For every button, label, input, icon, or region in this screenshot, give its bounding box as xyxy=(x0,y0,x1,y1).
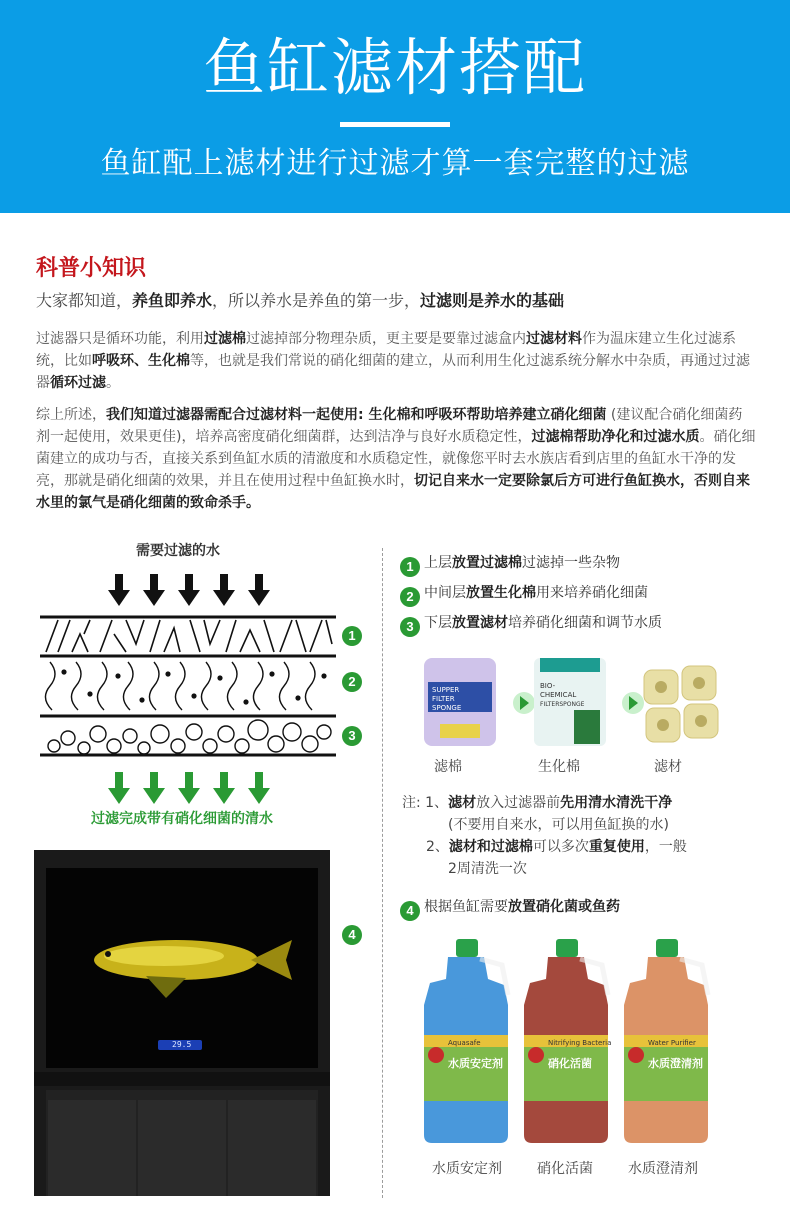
filter-media-layer xyxy=(48,720,331,754)
paragraph-text: 过滤器只是循环功能，利用 xyxy=(36,331,204,347)
clean-water-label: 过滤完成带有硝化细菌的清水 xyxy=(91,811,273,827)
step-number-badge: 2 xyxy=(400,587,420,607)
package-text: SUPPER xyxy=(432,686,460,694)
down-arrow-icon xyxy=(143,772,165,804)
lead-bold: 养鱼即养水 xyxy=(132,291,213,310)
paragraph-text: 综上所述， xyxy=(36,407,106,423)
cabinet-door xyxy=(48,1100,136,1196)
medicine-bottles xyxy=(418,935,718,1150)
down-arrow-icon xyxy=(178,574,200,606)
paragraph-filter-function xyxy=(36,328,756,394)
bottle-chinese-text: 硝化活菌 xyxy=(548,1057,592,1070)
medicine-bottle-image xyxy=(518,935,614,1147)
temperature-display xyxy=(158,1040,202,1050)
note-prefix: 注: xyxy=(402,795,421,811)
note-bold: 重复使用 xyxy=(588,839,645,855)
step-text: 下层 xyxy=(424,615,452,631)
step-1 xyxy=(400,552,620,577)
bio-sponge-layer xyxy=(45,662,315,710)
lead-bold: 过滤则是养水的基础 xyxy=(420,291,565,310)
note-text: 可以多次 xyxy=(532,839,589,855)
lead-text xyxy=(36,290,756,312)
paragraph-bold: 过滤棉帮助净化和过滤水质 xyxy=(531,429,700,445)
step-text: 根据鱼缸需要 xyxy=(424,899,508,915)
note-bold: 先用清水清洗干净 xyxy=(560,795,673,811)
bottle-label: 水质安定剂 xyxy=(432,1161,502,1177)
product-label: 生化棉 xyxy=(538,759,580,775)
filter-cotton-layer xyxy=(46,620,332,652)
bottle-chinese-text: 水质澄清剂 xyxy=(648,1057,703,1070)
paragraph-summary xyxy=(36,404,756,514)
package-text: FILTER xyxy=(432,695,455,703)
arowana-fish-image xyxy=(46,868,318,1068)
product-label: 滤材 xyxy=(654,759,682,775)
cabinet-door xyxy=(228,1100,316,1196)
cabinet-base xyxy=(46,1090,318,1196)
step-text: 培养硝化细菌和调节水质 xyxy=(508,615,662,631)
column-divider xyxy=(382,548,383,1198)
step-3 xyxy=(400,612,662,637)
aquarium-photo xyxy=(34,850,330,1196)
note-2-sub: 2周清洗一次 xyxy=(448,861,527,877)
bottle-english-text: Water Purifier xyxy=(648,1039,696,1047)
note-text: ，一般 xyxy=(644,839,687,855)
package-text: FILTERSPONGE xyxy=(540,701,585,708)
down-arrow-icon xyxy=(178,772,200,804)
step-text: 用来培养硝化细菌 xyxy=(536,585,648,601)
page-title: 鱼缸滤材搭配 xyxy=(202,31,587,104)
down-arrow-icon xyxy=(108,574,130,606)
note-1-sub: (不要用自来水，可以用鱼缸换的水) xyxy=(448,817,669,833)
step-bold: 放置过滤棉 xyxy=(452,555,522,571)
package-text: BIO- xyxy=(540,682,556,690)
layer-number-badge: 4 xyxy=(342,925,362,945)
paragraph-bold: 过滤材料 xyxy=(526,331,582,347)
paragraph-text: 。 xyxy=(106,375,120,391)
down-arrow-icon xyxy=(143,574,165,606)
step-2 xyxy=(400,582,648,607)
medicine-bottle-image xyxy=(618,935,714,1147)
title-underline xyxy=(340,122,450,127)
note-2 xyxy=(426,836,687,858)
output-arrows xyxy=(108,772,270,804)
step-number-badge: 3 xyxy=(400,617,420,637)
input-arrows xyxy=(108,574,270,606)
cabinet-top-strip xyxy=(34,1072,330,1086)
header-banner xyxy=(0,0,790,213)
bio-sponge-package-image xyxy=(530,652,614,752)
bottle-chinese-text: 水质安定剂 xyxy=(448,1057,503,1070)
bottle-label: 硝化活菌 xyxy=(537,1161,593,1177)
paragraph-text: 过滤掉部分物理杂质，更主要是要靠过滤盒内 xyxy=(246,331,526,347)
section-title: 科普小知识 xyxy=(36,256,147,281)
dirty-water-label: 需要过滤的水 xyxy=(136,543,220,559)
step-number-badge: 4 xyxy=(400,901,420,921)
down-arrow-icon xyxy=(213,574,235,606)
step-4 xyxy=(400,896,620,921)
product-label: 滤棉 xyxy=(434,759,462,775)
down-arrow-icon xyxy=(108,772,130,804)
package-text: SPONGE xyxy=(432,704,462,712)
page-subtitle: 鱼缸配上滤材进行过滤才算一套完整的过滤 xyxy=(100,146,690,181)
bottle-label: 水质澄清剂 xyxy=(628,1161,698,1177)
note-number: 2、 xyxy=(426,839,449,855)
step-number-badge: 1 xyxy=(400,557,420,577)
paragraph-bold: 切记自来水一定要除氯后方可进行鱼缸换水，否则自来水里的氯气是硝化细菌的致命杀手。 xyxy=(36,473,750,511)
layer-number-badge: 2 xyxy=(342,672,362,692)
lead-part: ，所以养水是养鱼的第一步， xyxy=(212,291,421,310)
paragraph-text: 。硝化细菌建立的成功与否，直接关系到鱼缸水质的清澈度和水质稳定性，就像您平时去水族店看到店里的鱼缸水干净的发亮，那就是硝化细菌的效果，并且在使用过程中鱼缸换水时， xyxy=(36,429,756,489)
filter-layers-illustration xyxy=(40,614,336,758)
cabinet-door xyxy=(138,1100,226,1196)
paragraph-bold: 我们知道过滤器需配合过滤材料一起使用: 生化棉和呼吸环帮助培养建立硝化细菌 xyxy=(106,407,607,423)
aquarium-tank xyxy=(46,868,318,1068)
note-number: 1、 xyxy=(425,795,449,811)
note-bold: 滤材和过滤棉 xyxy=(448,839,533,855)
medicine-bottle-image xyxy=(418,935,514,1147)
ceramic-rings-image xyxy=(642,664,722,748)
paragraph-bold: 呼吸环、生化棉 xyxy=(92,353,190,369)
paragraph-text: 作为温床建立生化过滤系统，比如 xyxy=(36,331,736,369)
paragraph-bold: 循环过滤 xyxy=(50,375,106,391)
step-bold: 放置生化棉 xyxy=(466,585,536,601)
package-text: CHEMICAL xyxy=(540,691,577,699)
note-bold: 滤材 xyxy=(448,795,477,811)
down-arrow-icon xyxy=(248,574,270,606)
layer-number-badge: 3 xyxy=(342,726,362,746)
step-text: 上层 xyxy=(424,555,452,571)
step-bold: 放置硝化菌或鱼药 xyxy=(508,899,620,915)
filter-cotton-package-image xyxy=(420,652,504,752)
layer-number-badge: 1 xyxy=(342,626,362,646)
paragraph-text: 等，也就是我们常说的硝化细菌的建立，从而利用生化过滤系统分解水中杂质，再通过过滤器 xyxy=(36,353,750,391)
paragraph-bold: 过滤棉 xyxy=(204,331,246,347)
temperature-value: 29.5 xyxy=(172,1040,192,1049)
filter-products xyxy=(400,650,770,770)
note-text: 放入过滤器前 xyxy=(476,795,561,811)
step-text: 中间层 xyxy=(424,585,466,601)
arrow-right-icon xyxy=(622,692,644,714)
lead-part: 大家都知道， xyxy=(36,291,133,310)
bottle-english-text: Nitrifying Bacteria xyxy=(548,1039,612,1047)
paragraph-text: (建议配合硝化细菌药剂一起使用，效果更佳)，培养高密度硝化细菌群，达到洁净与良好水质稳定性， xyxy=(36,407,743,445)
bottle-english-text: Aquasafe xyxy=(448,1039,481,1047)
step-text: 过滤掉一些杂物 xyxy=(522,555,620,571)
step-bold: 放置滤材 xyxy=(452,615,508,631)
note-1 xyxy=(402,792,672,814)
down-arrow-icon xyxy=(248,772,270,804)
down-arrow-icon xyxy=(213,772,235,804)
